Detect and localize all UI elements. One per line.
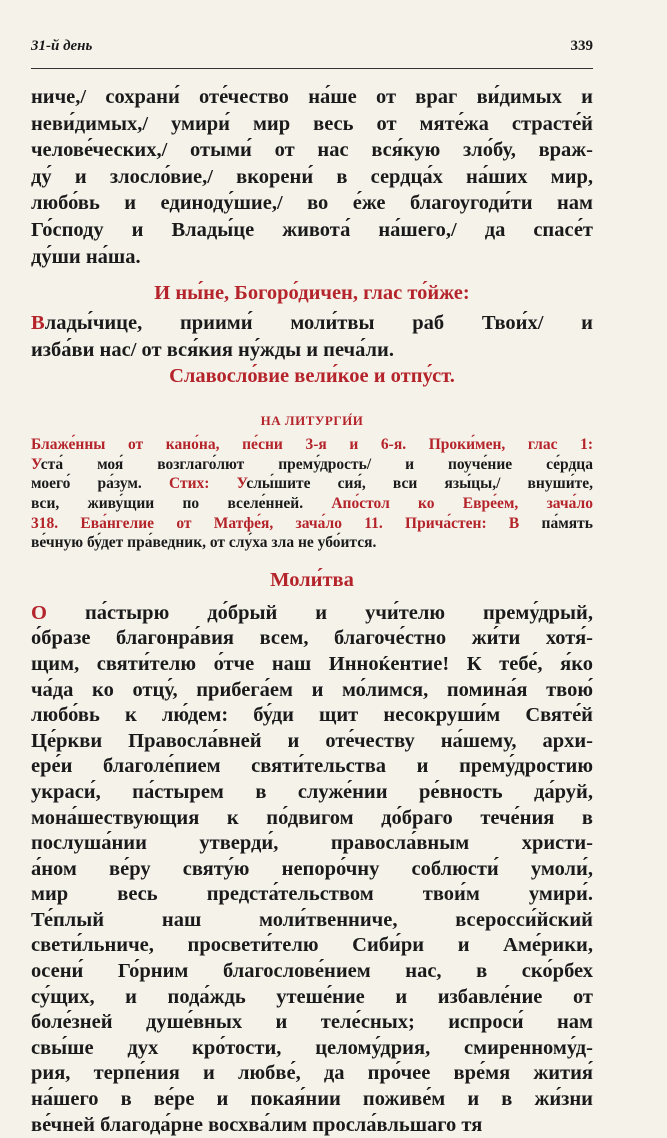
text-span: Апо́стол ко Евре́ем, зача́ло	[331, 494, 594, 512]
liturgy-rubric	[31, 435, 593, 553]
text-line: Це́ркви Правосла́вней и оте́честву на́шему, архи-	[31, 729, 593, 752]
drop-cap: В	[508, 514, 520, 532]
text-line: на́шего в ве́ре и покая́нии поживе́м и в жи́зни	[31, 1088, 593, 1111]
text-line: ниче,/ сохрани́ оте́чество на́ше от враг ви́димых и	[31, 86, 593, 108]
text-line: а́ном ве́ру святу́ю непоро́чну соблюсти́ умоли́,	[31, 857, 593, 880]
text-line	[31, 494, 593, 514]
running-title: 31-й день	[31, 38, 93, 54]
text-line: Блаже́нны от кано́на, пе́сни 3-я и 6-я. Проки́мен, глас 1:	[31, 436, 593, 454]
text-line: ере́и благоле́пием святи́тельства и прему́дростию	[31, 755, 593, 778]
text-line	[31, 601, 593, 627]
page-content	[31, 84, 593, 1138]
text-line: о́бразе благонра́вия всем, благоче́стно жи́ти хотя́-	[31, 627, 593, 650]
dismissal-heading: Славосло́вие вели́кое и отпу́ст.	[169, 365, 455, 388]
text-line: су́щих, и пода́ждь утеше́ние и избавле́ние от	[31, 985, 593, 1008]
drop-cap: У	[31, 455, 41, 473]
drop-cap: У	[236, 475, 247, 493]
text-line: ду́ши на́ша.	[31, 245, 141, 268]
text-line: рия, терпе́ния и любве́, да про́чее вре́мя жития́	[31, 1062, 593, 1085]
text-span: моего́ ра́зум.	[31, 475, 169, 493]
text-line: изба́ви нас/ от вся́кия ну́жды и печа́ли.	[31, 338, 394, 361]
text-line: челове́ческих,/ отыми́ от нас вся́кую зло́бу, враж-	[31, 139, 593, 162]
text-line	[31, 455, 593, 475]
text-line: щим, святи́телю о́тче наш Инноќентие! К тебе́, я́ко	[31, 652, 593, 675]
liturgy-title: НА ЛИТУРГИ́И	[260, 413, 364, 429]
drop-cap: В	[31, 312, 45, 334]
text-span: па́мять	[519, 514, 593, 532]
text-span: ста́ моя́ возглаго́лют прему́дрость/ и поуче́ние се́рдца	[40, 455, 593, 473]
drop-cap: О	[31, 601, 47, 624]
text-line: боле́зней душе́вных и теле́сных; испроси́ нам	[31, 1011, 593, 1034]
text-line: ве́чней благода́рне восхва́лим просла́вльшаго тя	[31, 1113, 483, 1136]
text-span: Стих:	[168, 475, 237, 493]
text-line	[31, 310, 593, 337]
text-line: украси́, па́стырем в служе́нии ре́вность да́руй,	[31, 780, 593, 803]
text-line: любо́вь и единоду́шие,/ во е́же благоугоди́ти нам	[31, 192, 593, 215]
text-span: 318. Ева́нгелие от Матфе́я, зача́ло 11. Прича́стен:	[31, 514, 509, 532]
text-line: неви́димых,/ умири́ мир весь от мяте́жа страсте́й	[31, 112, 593, 135]
text-span: па́стырю до́брый и учи́телю прему́дрый,	[46, 601, 593, 624]
text-line	[31, 474, 593, 494]
paragraph-1	[31, 84, 593, 270]
text-span: слы́шите сия́, вси язы́цы,/ внуши́те,	[246, 475, 593, 493]
text-line: Те́плый наш моли́твенниче, всеросси́йский	[31, 908, 593, 931]
text-line: Го́споду и Влады́це живота́ на́шего,/ да спасе́т	[31, 218, 593, 241]
text-line: ду́ и злосло́вие,/ вкорени́ в сердца́х на́ших мир,	[31, 165, 593, 188]
text-line: ве́чную бу́дет пра́ведник, от слу́ха зла не убо́ится.	[31, 534, 377, 552]
text-line: мона́шествующия к по́двигом до́браго тече́ния в	[31, 806, 593, 829]
prayer-text	[31, 601, 593, 1138]
text-line: любо́вь к лю́дем: бу́ди щит несокруши́м Святе́й	[31, 704, 593, 727]
text-line: осени́ Го́рним благослове́нием нас, в ско́рбех	[31, 960, 593, 983]
text-line: ча́да ко отцу́, прибега́ем и мо́лимся, помина́я твою́	[31, 678, 593, 701]
theotokion-heading: И ны́не, Богоро́дичен, глас то́йже:	[154, 282, 470, 304]
theotokion-text	[31, 310, 593, 363]
text-line: свы́ше дух кро́тости, целому́дрия, смиренному́д-	[31, 1036, 593, 1059]
page-number: 339	[570, 38, 593, 54]
text-span: вси, живу́щии по вселе́нней.	[31, 494, 332, 512]
running-header	[31, 38, 593, 69]
prayer-title: Моли́тва	[270, 568, 354, 591]
text-line: послуша́нии утверди́, правосла́вным христи-	[31, 832, 593, 855]
text-line	[31, 514, 593, 534]
text-line: свети́льниче, просвети́телю Сиби́ри и Аме́рики,	[31, 934, 593, 957]
text-span: лады́чице, приими́ моли́твы раб Твои́х/ и	[44, 312, 593, 334]
text-line: мир весь предста́тельством твои́м умири́.	[31, 883, 593, 906]
